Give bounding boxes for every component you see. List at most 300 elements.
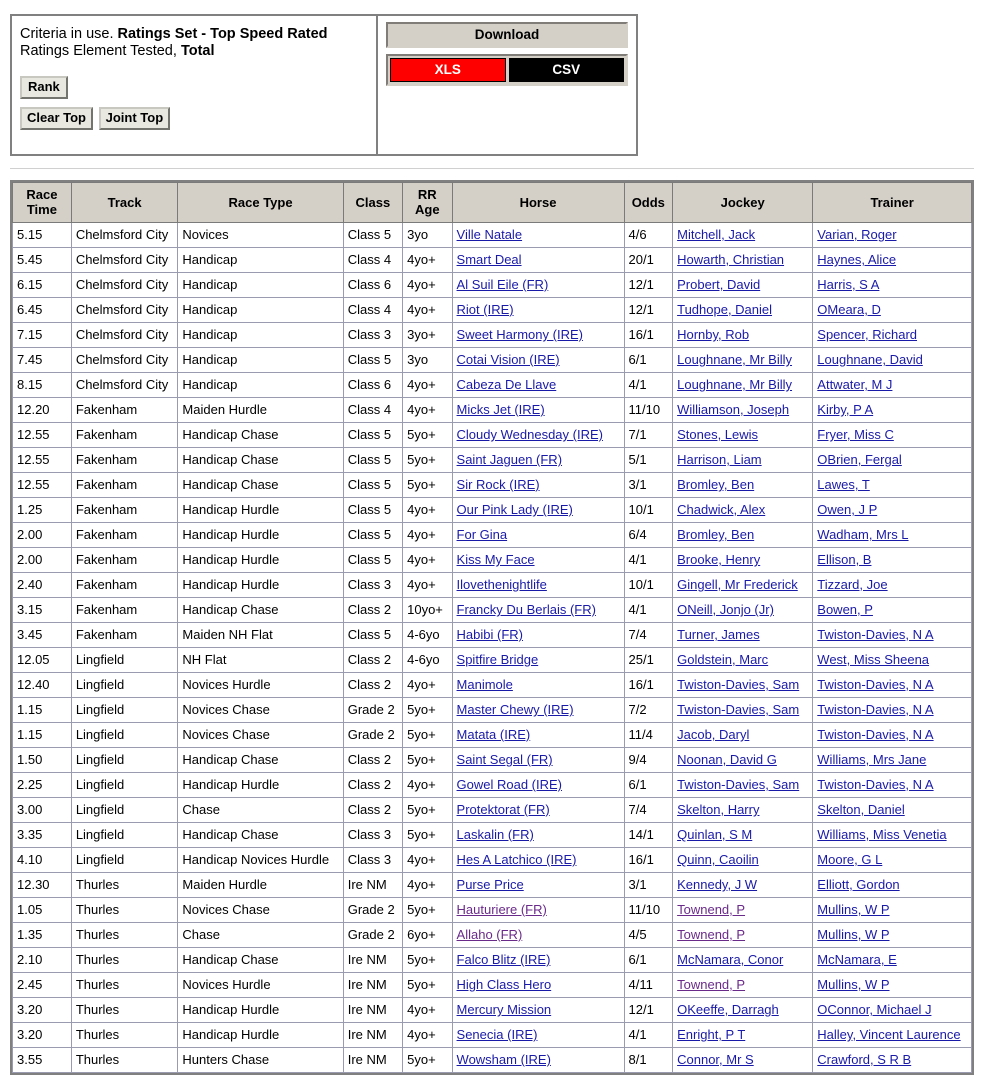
cell-track: Lingfield	[71, 698, 178, 723]
cell-trainer[interactable]	[813, 873, 972, 898]
cell-race-time: 2.00	[13, 548, 72, 573]
table-row	[13, 773, 972, 798]
cell-jockey-link[interactable]: Noonan, David G	[677, 752, 777, 767]
cell-jockey-link[interactable]: Enright, P T	[677, 1027, 746, 1042]
cell-rr-age: 4yo+	[403, 548, 452, 573]
cell-trainer[interactable]	[813, 298, 972, 323]
table-row	[13, 423, 972, 448]
cell-horse-link[interactable]: Sir Rock (IRE)	[456, 477, 540, 492]
cell-horse-link[interactable]: Matata (IRE)	[456, 727, 531, 742]
cell-jockey-link[interactable]: Townend, P	[677, 977, 746, 992]
cell-trainer[interactable]	[813, 823, 972, 848]
cell-jockey[interactable]	[673, 548, 813, 573]
cell-horse[interactable]	[452, 823, 624, 848]
cell-odds: 7/4	[624, 798, 673, 823]
table-row	[13, 748, 972, 773]
cell-horse-link[interactable]: For Gina	[456, 527, 508, 542]
cell-horse[interactable]	[452, 623, 624, 648]
cell-trainer-link[interactable]: Twiston-Davies, N A	[817, 727, 934, 742]
cell-odds: 4/5	[624, 923, 673, 948]
cell-horse-link[interactable]: Hes A Latchico (IRE)	[456, 852, 577, 867]
cell-rr-age: 5yo+	[403, 948, 452, 973]
cell-track: Chelmsford City	[71, 323, 178, 348]
cell-trainer-link[interactable]: OConnor, Michael J	[817, 1002, 932, 1017]
cell-rr-age: 4yo+	[403, 773, 452, 798]
cell-jockey[interactable]	[673, 273, 813, 298]
cell-horse-link[interactable]: Habibi (FR)	[456, 627, 523, 642]
cell-jockey[interactable]	[673, 698, 813, 723]
cell-jockey[interactable]	[673, 423, 813, 448]
cell-jockey[interactable]	[673, 798, 813, 823]
cell-class: Grade 2	[343, 923, 402, 948]
cell-class: Ire NM	[343, 1048, 402, 1073]
cell-jockey[interactable]	[673, 398, 813, 423]
cell-odds: 6/1	[624, 948, 673, 973]
table-body	[13, 223, 972, 1073]
cell-trainer[interactable]	[813, 698, 972, 723]
cell-odds: 7/2	[624, 698, 673, 723]
cell-odds: 5/1	[624, 448, 673, 473]
cell-horse[interactable]	[452, 998, 624, 1023]
cell-jockey-link[interactable]: Goldstein, Marc	[677, 652, 769, 667]
cell-trainer[interactable]	[813, 723, 972, 748]
cell-horse-link[interactable]: Protektorat (FR)	[456, 802, 550, 817]
cell-horse[interactable]	[452, 298, 624, 323]
cell-jockey-link[interactable]: Skelton, Harry	[677, 802, 760, 817]
cell-jockey[interactable]	[673, 973, 813, 998]
cell-class: Class 4	[343, 248, 402, 273]
cell-trainer[interactable]	[813, 798, 972, 823]
cell-jockey[interactable]	[673, 598, 813, 623]
cell-race-type: Handicap Hurdle	[178, 773, 343, 798]
cell-race-type: Handicap Hurdle	[178, 498, 343, 523]
cell-horse-link[interactable]: Master Chewy (IRE)	[456, 702, 574, 717]
cell-trainer-link[interactable]: Bowen, P	[817, 602, 873, 617]
cell-odds: 7/4	[624, 623, 673, 648]
cell-jockey[interactable]	[673, 673, 813, 698]
cell-class: Class 2	[343, 648, 402, 673]
cell-jockey[interactable]	[673, 1023, 813, 1048]
column-header-class[interactable]: Class	[343, 183, 402, 223]
cell-jockey-link[interactable]: Probert, David	[677, 277, 761, 292]
cell-horse-link[interactable]: Allaho (FR)	[456, 927, 523, 942]
cell-rr-age: 4yo+	[403, 373, 452, 398]
cell-trainer[interactable]	[813, 773, 972, 798]
cell-jockey-link[interactable]: Twiston-Davies, Sam	[677, 702, 800, 717]
cell-horse[interactable]	[452, 273, 624, 298]
cell-horse-link[interactable]: Mercury Mission	[456, 1002, 552, 1017]
cell-track: Lingfield	[71, 748, 178, 773]
cell-class: Class 3	[343, 573, 402, 598]
cell-horse[interactable]	[452, 773, 624, 798]
column-header-odds[interactable]: Odds	[624, 183, 673, 223]
table-row	[13, 1023, 972, 1048]
cell-trainer-link[interactable]: Halley, Vincent Laurence	[817, 1027, 961, 1042]
cell-trainer[interactable]	[813, 348, 972, 373]
cell-trainer-link[interactable]: Skelton, Daniel	[817, 802, 905, 817]
cell-jockey-link[interactable]: Twiston-Davies, Sam	[677, 677, 800, 692]
cell-trainer-link[interactable]: Wadham, Mrs L	[817, 527, 909, 542]
cell-trainer-link[interactable]: Harris, S A	[817, 277, 880, 292]
cell-race-type: Maiden Hurdle	[178, 873, 343, 898]
cell-jockey[interactable]	[673, 773, 813, 798]
cell-trainer-link[interactable]: Fryer, Miss C	[817, 427, 894, 442]
cell-trainer[interactable]	[813, 573, 972, 598]
cell-jockey-link[interactable]: Chadwick, Alex	[677, 502, 766, 517]
cell-horse-link[interactable]: Cabeza De Llave	[456, 377, 557, 392]
cell-trainer[interactable]	[813, 398, 972, 423]
cell-class: Ire NM	[343, 973, 402, 998]
cell-horse-link[interactable]: High Class Hero	[456, 977, 552, 992]
cell-jockey-link[interactable]: Tudhope, Daniel	[677, 302, 773, 317]
cell-horse[interactable]	[452, 573, 624, 598]
cell-horse-link[interactable]: Cotai Vision (IRE)	[456, 352, 560, 367]
cell-trainer-link[interactable]: Kirby, P A	[817, 402, 874, 417]
cell-horse[interactable]	[452, 698, 624, 723]
cell-track: Lingfield	[71, 723, 178, 748]
cell-trainer-link[interactable]: Williams, Miss Venetia	[817, 827, 947, 842]
cell-horse-link[interactable]: Al Suil Eile (FR)	[456, 277, 549, 292]
table-row	[13, 298, 972, 323]
cell-horse-link[interactable]: Ilovethenightlife	[456, 577, 547, 592]
cell-class: Class 5	[343, 548, 402, 573]
cell-jockey[interactable]	[673, 723, 813, 748]
cell-horse-link[interactable]: Wowsham (IRE)	[456, 1052, 551, 1067]
download-box	[378, 16, 636, 154]
table-row	[13, 1048, 972, 1073]
cell-horse[interactable]	[452, 598, 624, 623]
cell-jockey[interactable]	[673, 223, 813, 248]
cell-trainer[interactable]	[813, 423, 972, 448]
cell-trainer[interactable]	[813, 598, 972, 623]
cell-trainer-link[interactable]: Mullins, W P	[817, 977, 890, 992]
cell-jockey-link[interactable]: Gingell, Mr Frederick	[677, 577, 798, 592]
cell-trainer-link[interactable]: Tizzard, Joe	[817, 577, 888, 592]
cell-trainer-link[interactable]: Varian, Roger	[817, 227, 897, 242]
cell-trainer[interactable]	[813, 223, 972, 248]
cell-trainer-link[interactable]: Williams, Mrs Jane	[817, 752, 927, 767]
cell-horse-link[interactable]: Gowel Road (IRE)	[456, 777, 563, 792]
cell-odds: 12/1	[624, 998, 673, 1023]
cell-horse-link[interactable]: Spitfire Bridge	[456, 652, 539, 667]
cell-horse[interactable]	[452, 648, 624, 673]
cell-horse-link[interactable]: Senecia (IRE)	[456, 1027, 538, 1042]
column-header-race-type[interactable]: Race Type	[178, 183, 343, 223]
cell-trainer-link[interactable]: OBrien, Fergal	[817, 452, 902, 467]
cell-trainer-link[interactable]: Elliott, Gordon	[817, 877, 900, 892]
cell-class: Class 2	[343, 673, 402, 698]
cell-jockey[interactable]	[673, 948, 813, 973]
cell-jockey[interactable]	[673, 323, 813, 348]
cell-trainer[interactable]	[813, 623, 972, 648]
cell-jockey[interactable]	[673, 1048, 813, 1073]
cell-horse[interactable]	[452, 948, 624, 973]
cell-rr-age: 4yo+	[403, 248, 452, 273]
cell-jockey-link[interactable]: McNamara, Conor	[677, 952, 784, 967]
cell-jockey-link[interactable]: Howarth, Christian	[677, 252, 785, 267]
cell-jockey-link[interactable]: Kennedy, J W	[677, 877, 758, 892]
cell-horse-link[interactable]: Ville Natale	[456, 227, 523, 242]
cell-jockey-link[interactable]: Twiston-Davies, Sam	[677, 777, 800, 792]
cell-horse-link[interactable]: Our Pink Lady (IRE)	[456, 502, 573, 517]
cell-race-time: 12.20	[13, 398, 72, 423]
cell-race-time: 3.55	[13, 1048, 72, 1073]
cell-trainer[interactable]	[813, 948, 972, 973]
cell-trainer[interactable]	[813, 1048, 972, 1073]
cell-horse[interactable]	[452, 223, 624, 248]
cell-trainer-link[interactable]: Twiston-Davies, N A	[817, 777, 934, 792]
cell-trainer-link[interactable]: Moore, G L	[817, 852, 883, 867]
cell-track: Fakenham	[71, 623, 178, 648]
cell-trainer-link[interactable]: McNamara, E	[817, 952, 897, 967]
cell-trainer-link[interactable]: Twiston-Davies, N A	[817, 702, 934, 717]
cell-horse-link[interactable]: Laskalin (FR)	[456, 827, 534, 842]
cell-horse-link[interactable]: Manimole	[456, 677, 513, 692]
cell-trainer-link[interactable]: West, Miss Sheena	[817, 652, 930, 667]
cell-track: Thurles	[71, 948, 178, 973]
cell-trainer-link[interactable]: Attwater, M J	[817, 377, 893, 392]
cell-horse[interactable]	[452, 423, 624, 448]
cell-trainer[interactable]	[813, 323, 972, 348]
cell-horse[interactable]	[452, 873, 624, 898]
cell-trainer-link[interactable]: Owen, J P	[817, 502, 878, 517]
cell-race-type: Handicap Chase	[178, 823, 343, 848]
cell-odds: 25/1	[624, 648, 673, 673]
cell-race-type: Novices Chase	[178, 898, 343, 923]
cell-horse[interactable]	[452, 798, 624, 823]
cell-trainer[interactable]	[813, 673, 972, 698]
cell-track: Lingfield	[71, 798, 178, 823]
cell-trainer[interactable]	[813, 898, 972, 923]
cell-horse[interactable]	[452, 348, 624, 373]
cell-rr-age: 4yo+	[403, 498, 452, 523]
cell-rr-age: 6yo+	[403, 923, 452, 948]
cell-race-type: Handicap	[178, 248, 343, 273]
cell-horse[interactable]	[452, 248, 624, 273]
cell-race-time: 8.15	[13, 373, 72, 398]
cell-trainer-link[interactable]: Spencer, Richard	[817, 327, 918, 342]
cell-jockey-link[interactable]: Townend, P	[677, 927, 746, 942]
cell-trainer[interactable]	[813, 748, 972, 773]
cell-race-type: Hunters Chase	[178, 1048, 343, 1073]
cell-jockey-link[interactable]: Bromley, Ben	[677, 527, 755, 542]
cell-jockey-link[interactable]: OKeeffe, Darragh	[677, 1002, 779, 1017]
cell-trainer[interactable]	[813, 1023, 972, 1048]
column-header-race-time[interactable]: Race Time	[13, 183, 72, 223]
cell-horse[interactable]	[452, 848, 624, 873]
cell-trainer-link[interactable]: Crawford, S R B	[817, 1052, 912, 1067]
cell-race-type: Handicap Hurdle	[178, 1023, 343, 1048]
cell-jockey[interactable]	[673, 348, 813, 373]
cell-jockey-link[interactable]: Quinn, Caoilin	[677, 852, 759, 867]
cell-trainer[interactable]	[813, 648, 972, 673]
cell-jockey-link[interactable]: Harrison, Liam	[677, 452, 762, 467]
rank-button[interactable]: Rank	[20, 76, 68, 99]
cell-horse[interactable]	[452, 323, 624, 348]
cell-race-type: Handicap Chase	[178, 948, 343, 973]
cell-jockey-link[interactable]: Hornby, Rob	[677, 327, 750, 342]
column-header-rr-age[interactable]: RR Age	[403, 183, 452, 223]
cell-trainer-link[interactable]: Ellison, B	[817, 552, 872, 567]
cell-horse[interactable]	[452, 498, 624, 523]
table-row	[13, 598, 972, 623]
cell-horse[interactable]	[452, 748, 624, 773]
cell-class: Class 5	[343, 223, 402, 248]
cell-jockey-link[interactable]: Bromley, Ben	[677, 477, 755, 492]
cell-horse[interactable]	[452, 398, 624, 423]
cell-odds: 11/10	[624, 398, 673, 423]
joint-top-button[interactable]: Joint Top	[99, 107, 171, 130]
cell-jockey[interactable]	[673, 573, 813, 598]
cell-horse[interactable]	[452, 973, 624, 998]
cell-trainer[interactable]	[813, 523, 972, 548]
cell-track: Fakenham	[71, 523, 178, 548]
cell-jockey-link[interactable]: Mitchell, Jack	[677, 227, 756, 242]
cell-horse[interactable]	[452, 923, 624, 948]
cell-trainer-link[interactable]: Twiston-Davies, N A	[817, 677, 934, 692]
cell-horse-link[interactable]: Hauturiere (FR)	[456, 902, 547, 917]
cell-race-type: Novices Hurdle	[178, 673, 343, 698]
cell-jockey[interactable]	[673, 623, 813, 648]
cell-track: Thurles	[71, 1048, 178, 1073]
cell-horse-link[interactable]: Saint Jaguen (FR)	[456, 452, 563, 467]
cell-horse-link[interactable]: Purse Price	[456, 877, 524, 892]
cell-horse-link[interactable]: Francky Du Berlais (FR)	[456, 602, 596, 617]
cell-jockey[interactable]	[673, 473, 813, 498]
cell-horse[interactable]	[452, 373, 624, 398]
cell-trainer[interactable]	[813, 373, 972, 398]
cell-trainer-link[interactable]: Loughnane, David	[817, 352, 923, 367]
clear-top-button[interactable]: Clear Top	[20, 107, 93, 130]
cell-jockey-link[interactable]: ONeill, Jonjo (Jr)	[677, 602, 774, 617]
cell-trainer[interactable]	[813, 848, 972, 873]
cell-odds: 12/1	[624, 273, 673, 298]
table-row	[13, 548, 972, 573]
column-header-track[interactable]: Track	[71, 183, 178, 223]
criteria-prefix: Criteria in use.	[20, 26, 118, 42]
cell-horse-link[interactable]: Micks Jet (IRE)	[456, 402, 545, 417]
cell-trainer-link[interactable]: OMeara, D	[817, 302, 881, 317]
table-row	[13, 498, 972, 523]
cell-jockey-link[interactable]: Loughnane, Mr Billy	[677, 377, 793, 392]
column-header-jockey[interactable]: Jockey	[673, 183, 813, 223]
column-header-horse[interactable]: Horse	[452, 183, 624, 223]
top-filter-buttons	[20, 107, 368, 130]
table-row	[13, 223, 972, 248]
cell-trainer[interactable]	[813, 273, 972, 298]
cell-odds: 11/4	[624, 723, 673, 748]
cell-jockey-link[interactable]: Williamson, Joseph	[677, 402, 790, 417]
cell-trainer[interactable]	[813, 998, 972, 1023]
cell-horse-link[interactable]: Sweet Harmony (IRE)	[456, 327, 583, 342]
cell-jockey[interactable]	[673, 648, 813, 673]
cell-race-time: 1.15	[13, 723, 72, 748]
criteria-box	[12, 16, 378, 154]
cell-jockey[interactable]	[673, 873, 813, 898]
cell-horse[interactable]	[452, 898, 624, 923]
cell-class: Class 3	[343, 323, 402, 348]
cell-jockey-link[interactable]: Quinlan, S M	[677, 827, 753, 842]
cell-jockey[interactable]	[673, 998, 813, 1023]
cell-jockey[interactable]	[673, 823, 813, 848]
cell-trainer[interactable]	[813, 923, 972, 948]
cell-race-type: Handicap Chase	[178, 448, 343, 473]
cell-horse[interactable]	[452, 523, 624, 548]
cell-horse-link[interactable]: Falco Blitz (IRE)	[456, 952, 551, 967]
cell-jockey[interactable]	[673, 498, 813, 523]
cell-horse[interactable]	[452, 673, 624, 698]
criteria-panel	[10, 14, 638, 156]
cell-race-time: 2.45	[13, 973, 72, 998]
cell-jockey-link[interactable]: Stones, Lewis	[677, 427, 759, 442]
cell-jockey-link[interactable]: Loughnane, Mr Billy	[677, 352, 793, 367]
cell-track: Lingfield	[71, 648, 178, 673]
cell-horse-link[interactable]: Kiss My Face	[456, 552, 535, 567]
download-xls-button[interactable]: XLS	[390, 58, 506, 82]
cell-jockey[interactable]	[673, 523, 813, 548]
table-row	[13, 648, 972, 673]
cell-trainer-link[interactable]: Twiston-Davies, N A	[817, 627, 934, 642]
table-row	[13, 898, 972, 923]
cell-trainer[interactable]	[813, 473, 972, 498]
cell-jockey[interactable]	[673, 923, 813, 948]
cell-horse[interactable]	[452, 1023, 624, 1048]
cell-trainer-link[interactable]: Haynes, Alice	[817, 252, 897, 267]
cell-jockey-link[interactable]: Jacob, Daryl	[677, 727, 750, 742]
cell-track: Chelmsford City	[71, 273, 178, 298]
cell-track: Lingfield	[71, 848, 178, 873]
cell-jockey-link[interactable]: Townend, P	[677, 902, 746, 917]
cell-trainer-link[interactable]: Lawes, T	[817, 477, 870, 492]
cell-trainer-link[interactable]: Mullins, W P	[817, 902, 890, 917]
cell-horse[interactable]	[452, 448, 624, 473]
cell-jockey-link[interactable]: Brooke, Henry	[677, 552, 761, 567]
cell-jockey[interactable]	[673, 373, 813, 398]
cell-jockey[interactable]	[673, 848, 813, 873]
cell-class: Grade 2	[343, 698, 402, 723]
cell-jockey[interactable]	[673, 898, 813, 923]
cell-race-time: 12.55	[13, 473, 72, 498]
cell-jockey[interactable]	[673, 298, 813, 323]
cell-jockey[interactable]	[673, 248, 813, 273]
cell-rr-age: 4-6yo	[403, 623, 452, 648]
cell-horse[interactable]	[452, 548, 624, 573]
cell-trainer[interactable]	[813, 548, 972, 573]
table-row	[13, 473, 972, 498]
cell-horse[interactable]	[452, 473, 624, 498]
cell-trainer[interactable]	[813, 248, 972, 273]
cell-race-time: 2.40	[13, 573, 72, 598]
cell-horse-link[interactable]: Saint Segal (FR)	[456, 752, 553, 767]
cell-horse-link[interactable]: Riot (IRE)	[456, 302, 514, 317]
cell-horse-link[interactable]: Smart Deal	[456, 252, 522, 267]
cell-trainer-link[interactable]: Mullins, W P	[817, 927, 890, 942]
cell-horse-link[interactable]: Cloudy Wednesday (IRE)	[456, 427, 603, 442]
cell-jockey[interactable]	[673, 748, 813, 773]
cell-horse[interactable]	[452, 1048, 624, 1073]
cell-trainer[interactable]	[813, 498, 972, 523]
cell-jockey-link[interactable]: Turner, James	[677, 627, 760, 642]
cell-class: Class 5	[343, 498, 402, 523]
cell-trainer[interactable]	[813, 448, 972, 473]
cell-trainer[interactable]	[813, 973, 972, 998]
cell-track: Fakenham	[71, 598, 178, 623]
column-header-trainer[interactable]: Trainer	[813, 183, 972, 223]
download-csv-button[interactable]: CSV	[509, 58, 625, 82]
cell-jockey[interactable]	[673, 448, 813, 473]
cell-jockey-link[interactable]: Connor, Mr S	[677, 1052, 754, 1067]
cell-horse[interactable]	[452, 723, 624, 748]
